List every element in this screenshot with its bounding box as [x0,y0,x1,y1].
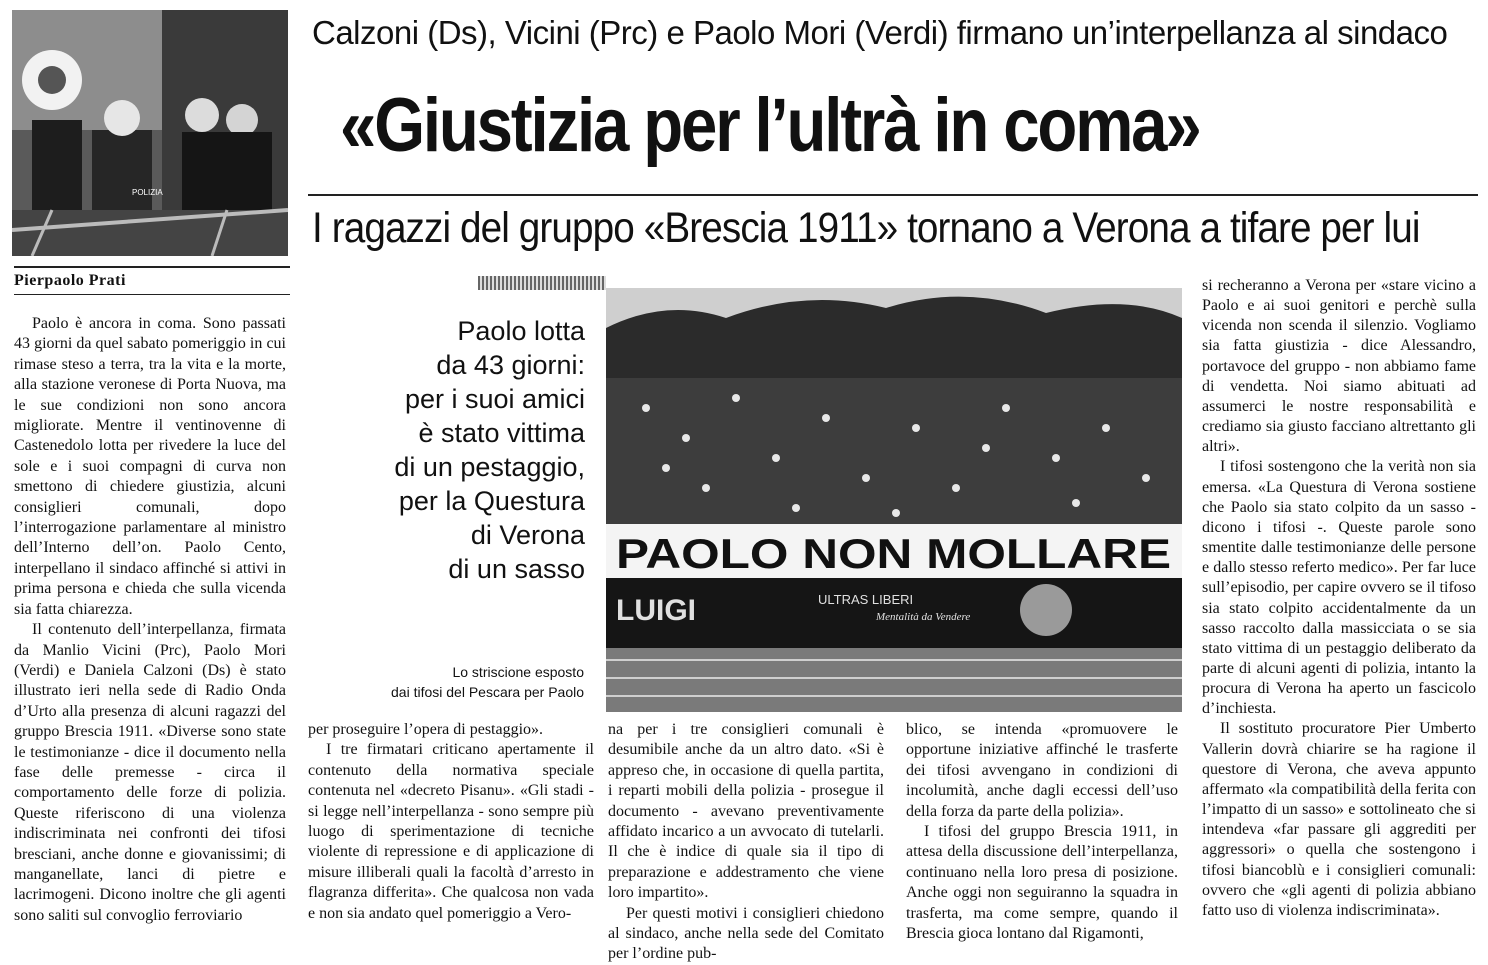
paragraph: na per i tre consiglieri comunali è desumibile anche da un altro dato. «Si è appreso che, in occasione di quella partita, i reparti mobili della polizia - prosegue il documento - avevano preventivamente affidato incarico a un avvocato di tutelarli. Il che è indice di quale sia il tipo di preparazione e addestramento che viene loro impartito». [608,721,884,902]
banner-ultras-liberi: ULTRAS LIBERI [818,592,914,607]
police-photo [12,10,288,256]
paragraph: Il sostituto procuratore Pier Umberto Vallerin dovrà chiarire se ha ragione il questore di Verona, che aveva appunto affermato «la compatibilità della ferita con l’impatto di un sasso» e sottolineato che si intendeva «far passare gli aggrediti per aggressori» o quella che sostengono i tifosi biancoblù e i consiglieri comunali: ovvero che «gli agenti di polizia abbiano fatto uso di violenza indiscriminata». [1202,720,1476,919]
police-label: POLIZIA [132,188,163,197]
paragraph: Il contenuto dell’interpellanza, firmata da Manlio Vicini (Prc), Paolo Mori (Verdi) e Daniela Calzoni (Ds) è stato illustrato ieri nella sede di Radio Onda d’Urto alla presenza di alcuni ragazzi del gruppo Brescia 1911. «Diverse sono state le testimonianze - dice il documento nella fase delle premesse - circa il comportamento delle forze di polizia. Queste riferiscono di una violenza indiscriminata nei confronti dei tifosi bresciani, anche donne e giovanissimi; di manganellate, lanci di pietre e lacrimogeni. Dicono inoltre che gli agenti sono saliti sul convoglio ferroviario [14,621,286,924]
pull-quote-line: di Verona [470,520,585,550]
column-5 [1202,276,1476,921]
paragraph: I tre firmatari criticano apertamente il contenuto della normativa speciale contenuta nel «decreto Pisanu». «Gli stadi - si legge nell’interpellanza - sono sempre più luogo di sperimentazione di tecniche violente di repressione e di applicazione di misure illiberali quali la facoltà d’arresto in flagranza differita». Che qualcosa non vada e non sia andato quel pomeriggio a Vero- [308,741,594,922]
pull-quote-line: di un sasso [448,554,585,584]
banner-paolo-non-mollare: PAOLO NON MOLLARE [616,530,1171,577]
pull-quote-line: da 43 giorni: [436,350,585,380]
column-3 [608,720,884,965]
paragraph: blico, se intenda «promuovere le opportune iniziative affinché le trasferte dei tifosi avvengano in condizioni di incolumità, anche dagli eccessi dell’uso della forza da parte della polizia». [906,721,1178,820]
paragraph: I tifosi del gruppo Brescia 1911, in attesa della discussione dell’interpellanza, continuano nella loro presa di posizione. Anche oggi non seguiranno la squadra in trasferta, ma come sempre, quando il Brescia gioca lontano dal Rigamonti, [906,823,1178,943]
byline-rule [14,266,290,268]
pull-quote-line: per la Questura [398,486,585,516]
deck: I ragazzi del gruppo «Brescia 1911» tornano a Verona a tifare per lui [312,204,1420,252]
column-1 [14,314,286,926]
photo-caption [330,662,584,702]
column-2 [308,720,594,924]
headline-rule [308,194,1478,196]
headline: «Giustizia per l’ultrà in coma» [340,83,1200,168]
paragraph: si recheranno a Verona per «stare vicino a Paolo e ai suoi genitori e perchè sulla vicenda non scenda il silenzio. Vogliamo sia fatta giustizia - dice Alessandro, portavoce del gruppo - non abbiamo fame di vendetta. Noi siamo abituati ad assumerci le nostre responsabilità e crediamo sia giusto facciano altrettanto gli altri». [1202,277,1476,456]
pull-quote-line: è stato vittima [418,418,585,448]
paragraph: I tifosi sostengono che la verità non sia emersa. «La Questura di Verona sostiene che Paolo sia stato colpito da un sasso - dicono i tifosi -. Queste parole sono smentite dalle testimonianze delle persone e dallo stesso referto medico». Per far luce sull’episodio, per capire ovvero se il tifoso sia stato colpito accidentalmente da un sasso raccolto dalla massicciata o se sia stato vittima di un pestaggio deliberato da parte di alcuni agenti di polizia, intanto la procura di Verona ha aperto un fascicolo d’inchiesta. [1202,458,1476,718]
kicker: Calzoni (Ds), Vicini (Prc) e Paolo Mori (Verdi) firmano un’interpellanza al sindaco [312,14,1448,51]
stadium-photo [606,288,1182,712]
stadium-photo-graphic [606,288,1182,712]
pull-quote [340,314,585,586]
column-4 [906,720,1178,944]
paragraph: Paolo è ancora in coma. Sono passati 43 giorni da quel sabato pomeriggio in cui rimase steso a terra, tra la vita e la morte, alla stazione veronese di Porta Nuova, ma le sue condizioni non sono ancora migliorate. Mentre il ventinovenne di Castenedolo lotta per rivedere la luce del sole e i suoi compagni di curva non smettono di chiedere giustizia, alcuni consiglieri comunali, dopo l’interrogazione parlamentare al ministro dell’Interno dell’on. Paolo Cento, interpellano il sindaco affinché si attivi in prima persona e chieda che sulla vicenda sia fatta chiarezza. [14,315,286,618]
byline: Pierpaolo Prati [14,272,126,289]
police-photo-graphic [12,10,288,256]
pull-quote-shade [478,276,606,290]
paragraph: per proseguire l’opera di pestaggio». [308,721,544,738]
pull-quote-line: Paolo lotta [457,316,585,346]
pull-quote-line: per i suoi amici [404,384,585,414]
paragraph: Per questi motivi i consiglieri chiedono al sindaco, anche nella sede del Comitato per l’ordine pub- [608,904,884,963]
caption-line: Lo striscione esposto [452,664,584,680]
banner-luigi: LUIGI [616,594,696,627]
byline-underline [14,294,290,295]
caption-line: dai tifosi del Pescara per Paolo [391,684,584,700]
pull-quote-line: di un pestaggio, [394,452,585,482]
banner-mentalita: Mentalità da Vendere [876,611,971,623]
